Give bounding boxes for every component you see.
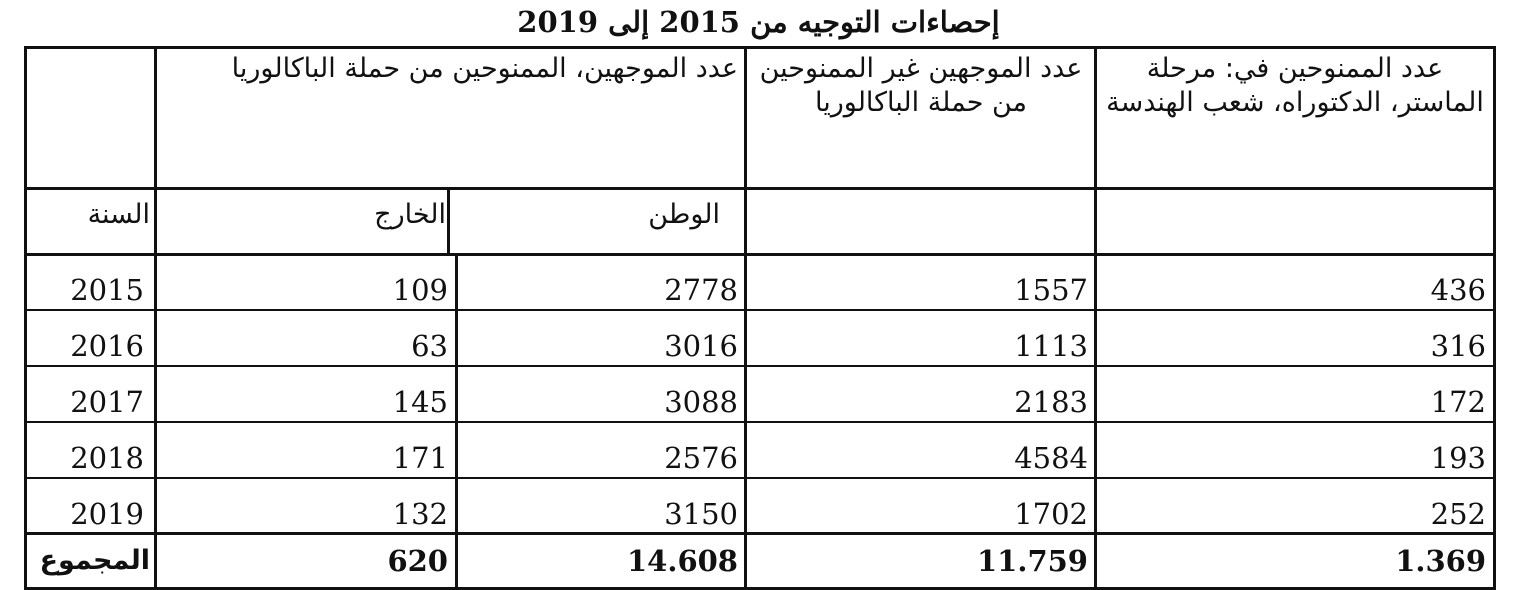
header-masters-doctorate: عدد الممنوحين في: مرحلة الماستر، الدكتوراه، شعب الهندسة: [1106, 53, 1484, 118]
hline-header: [24, 187, 1496, 190]
total-abroad: 620: [387, 544, 448, 578]
hline-row: [24, 365, 1496, 367]
cell-abroad: 145: [392, 385, 448, 419]
cell-masters: 172: [1430, 385, 1486, 419]
header-abroad: الخارج: [374, 199, 446, 230]
cell-masters: 316: [1430, 329, 1486, 363]
cell-non-granted: 1557: [1014, 273, 1088, 307]
cell-year: 2015: [70, 273, 144, 307]
cell-home: 3088: [664, 385, 738, 419]
hline-total: [24, 532, 1496, 535]
header-year: السنة: [87, 199, 150, 230]
vline-year: [154, 46, 157, 590]
cell-masters: 436: [1430, 273, 1486, 307]
vline-non-granted: [1094, 46, 1097, 590]
hline-row: [24, 477, 1496, 479]
vline-abroad: [455, 254, 458, 590]
page-title: إحصاءات التوجيه من 2015 إلى 2019: [517, 5, 1000, 39]
cell-abroad: 63: [411, 329, 448, 363]
header-granted-bac: عدد الموجهين، الممنوحين من حملة الباكالوريا: [231, 53, 738, 84]
cell-masters: 252: [1430, 497, 1486, 531]
table-border-top: [24, 46, 1496, 49]
cell-home: 2576: [664, 441, 738, 475]
cell-home: 3016: [664, 329, 738, 363]
cell-abroad: 109: [392, 273, 448, 307]
cell-masters: 193: [1430, 441, 1486, 475]
cell-non-granted: 1702: [1014, 497, 1088, 531]
total-label: المجموع: [39, 545, 150, 576]
cell-year: 2017: [70, 385, 144, 419]
total-home: 14.608: [627, 544, 738, 578]
cell-abroad: 132: [392, 497, 448, 531]
table-border-right: [1493, 46, 1496, 590]
header-home: الوطن: [648, 199, 720, 230]
cell-year: 2016: [70, 329, 144, 363]
cell-home: 3150: [664, 497, 738, 531]
cell-year: 2019: [70, 497, 144, 531]
hline-row: [24, 421, 1496, 423]
hline-subheader: [24, 253, 1496, 256]
vline-home: [744, 46, 747, 590]
cell-abroad: 171: [392, 441, 448, 475]
total-masters: 1.369: [1395, 544, 1486, 578]
cell-non-granted: 1113: [1014, 329, 1088, 363]
cell-non-granted: 2183: [1014, 385, 1088, 419]
cell-year: 2018: [70, 441, 144, 475]
header-non-granted-bac: عدد الموجهين غير الممنوحين من حملة الباكالوريا: [759, 53, 1083, 118]
cell-home: 2778: [664, 273, 738, 307]
hline-row: [24, 309, 1496, 311]
vline-abroad-sub: [447, 188, 450, 255]
total-non-granted: 11.759: [977, 544, 1088, 578]
cell-non-granted: 4584: [1014, 441, 1088, 475]
table-border-left: [24, 46, 27, 590]
